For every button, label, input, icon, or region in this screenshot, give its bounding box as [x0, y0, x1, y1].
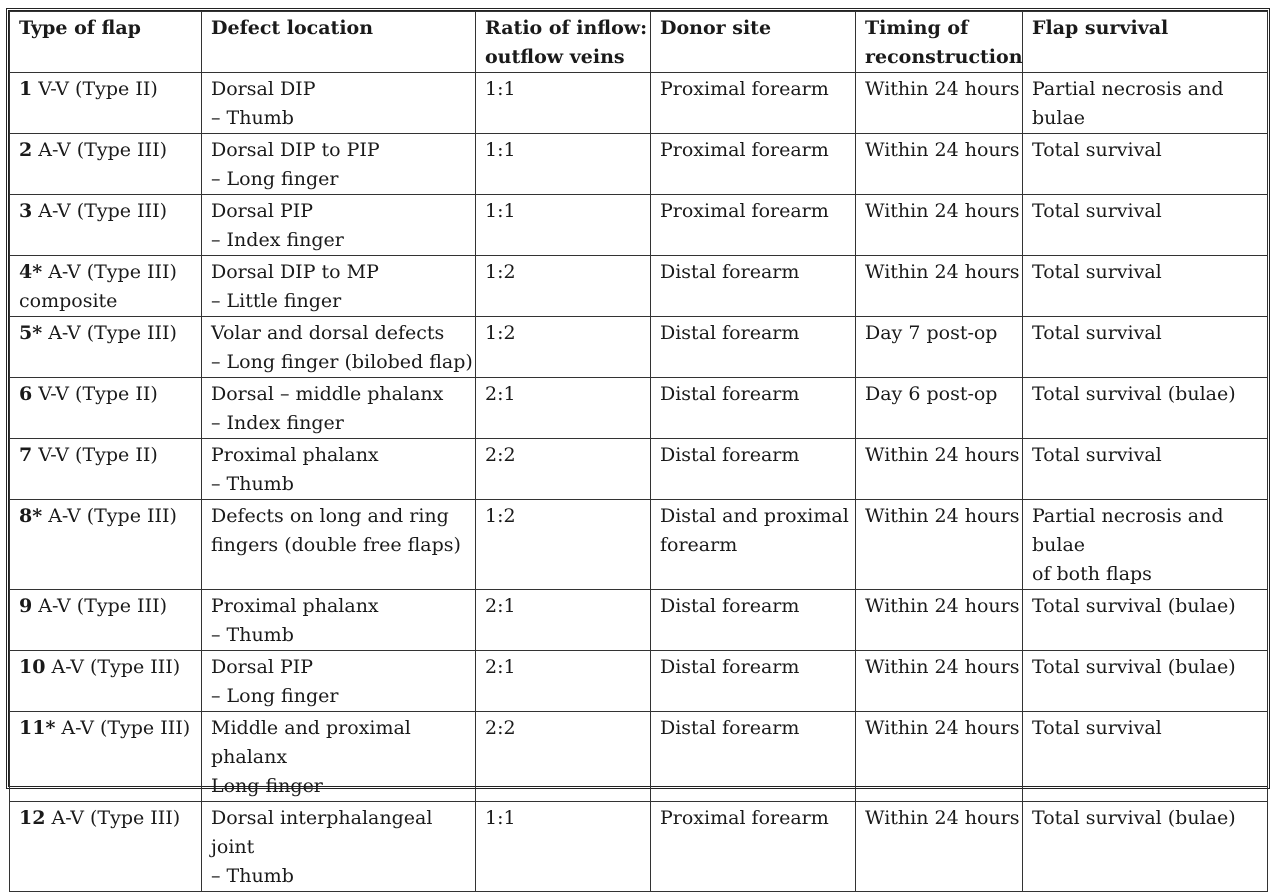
defect-line2: – Index finger — [211, 229, 344, 251]
flap-type: A-V (Type III) — [42, 322, 177, 344]
ratio-value: 1:2 — [485, 261, 516, 283]
ratio-value: 1:1 — [485, 200, 516, 222]
defect-line1: Dorsal DIP to PIP — [211, 139, 380, 161]
cell-donor — [651, 256, 856, 317]
ratio-value: 1:1 — [485, 78, 516, 100]
cell-timing — [856, 651, 1023, 712]
defect-line1: Volar and dorsal defects — [211, 322, 445, 344]
donor-line1: Distal forearm — [660, 444, 800, 466]
header-defect: Defect location — [202, 12, 476, 73]
donor-line1: Proximal forearm — [660, 78, 829, 100]
header-ratio — [476, 12, 651, 73]
donor-line1: Distal forearm — [660, 717, 800, 739]
survival-line1: Total survival — [1032, 717, 1162, 739]
flap-number: 3 — [19, 200, 33, 222]
cell-type — [10, 317, 202, 378]
survival-line1: Partial necrosis and bulae — [1032, 78, 1224, 129]
defect-line2: – Thumb — [211, 107, 294, 129]
cell-type — [10, 439, 202, 500]
cell-type — [10, 802, 202, 892]
survival-line1: Partial necrosis and bulae — [1032, 505, 1224, 556]
donor-line1: Distal forearm — [660, 322, 800, 344]
flap-number: 10 — [19, 656, 46, 678]
defect-line1: Middle and proximal phalanx — [211, 717, 411, 768]
defect-line1: Dorsal interphalangeal joint — [211, 807, 433, 858]
cell-survival — [1023, 378, 1268, 439]
cell-timing — [856, 712, 1023, 802]
defect-line1: Defects on long and ring — [211, 505, 449, 527]
cell-donor — [651, 317, 856, 378]
survival-line1: Total survival — [1032, 261, 1162, 283]
cell-timing — [856, 590, 1023, 651]
ratio-value: 2:1 — [485, 595, 516, 617]
survival-line1: Total survival — [1032, 139, 1162, 161]
cell-defect — [202, 590, 476, 651]
cell-type — [10, 378, 202, 439]
header-ratio-line2: outflow veins — [485, 46, 625, 68]
table-row — [10, 500, 1268, 590]
cell-donor — [651, 590, 856, 651]
timing-value: Within 24 hours — [865, 807, 1020, 829]
flap-number: 1 — [19, 78, 33, 100]
flap-type: A-V (Type III) — [42, 261, 177, 283]
cell-timing — [856, 195, 1023, 256]
flap-type: A-V (Type III) — [32, 200, 167, 222]
flap-type: A-V (Type III) — [32, 595, 167, 617]
flap-number: 8* — [19, 505, 43, 527]
cell-type — [10, 195, 202, 256]
ratio-value: 1:2 — [485, 505, 516, 527]
flap-table — [9, 11, 1268, 892]
defect-line1: Dorsal PIP — [211, 656, 314, 678]
cell-donor — [651, 73, 856, 134]
defect-line1: Dorsal DIP — [211, 78, 316, 100]
cell-timing — [856, 317, 1023, 378]
cell-survival — [1023, 712, 1268, 802]
flap-number: 12 — [19, 807, 46, 829]
flap-number: 2 — [19, 139, 33, 161]
cell-defect — [202, 712, 476, 802]
cell-defect — [202, 439, 476, 500]
defect-line1: Proximal phalanx — [211, 444, 379, 466]
header-row — [10, 12, 1268, 73]
timing-value: Day 7 post-op — [865, 322, 998, 344]
cell-ratio — [476, 500, 651, 590]
cell-ratio — [476, 651, 651, 712]
table-row — [10, 590, 1268, 651]
defect-line2: – Long finger (bilobed flap) — [211, 351, 473, 373]
donor-line1: Proximal forearm — [660, 807, 829, 829]
ratio-value: 1:1 — [485, 807, 516, 829]
cell-ratio — [476, 802, 651, 892]
cell-type — [10, 590, 202, 651]
cell-survival — [1023, 317, 1268, 378]
cell-donor — [651, 439, 856, 500]
table-row — [10, 256, 1268, 317]
cell-defect — [202, 500, 476, 590]
flap-number: 6 — [19, 383, 33, 405]
cell-donor — [651, 712, 856, 802]
defect-line1: Proximal phalanx — [211, 595, 379, 617]
survival-line1: Total survival — [1032, 322, 1162, 344]
cell-type — [10, 712, 202, 802]
cell-ratio — [476, 439, 651, 500]
cell-defect — [202, 256, 476, 317]
cell-timing — [856, 500, 1023, 590]
defect-line2: Long finger — [211, 775, 323, 797]
cell-ratio — [476, 590, 651, 651]
donor-line1: Distal and proximal — [660, 505, 849, 527]
defect-line1: Dorsal – middle phalanx — [211, 383, 444, 405]
cell-timing — [856, 378, 1023, 439]
table-row — [10, 317, 1268, 378]
timing-value: Within 24 hours — [865, 505, 1020, 527]
cell-timing — [856, 256, 1023, 317]
cell-ratio — [476, 378, 651, 439]
table-row — [10, 712, 1268, 802]
cell-survival — [1023, 134, 1268, 195]
flap-type: A-V (Type III) — [42, 505, 177, 527]
header-timing — [856, 12, 1023, 73]
donor-line1: Distal forearm — [660, 595, 800, 617]
cell-survival — [1023, 651, 1268, 712]
cell-timing — [856, 439, 1023, 500]
ratio-value: 2:1 — [485, 656, 516, 678]
timing-value: Within 24 hours — [865, 717, 1020, 739]
flap-type: A-V (Type III) — [45, 656, 181, 678]
defect-line2: – Index finger — [211, 412, 344, 434]
flap-number: 7 — [19, 444, 33, 466]
cell-ratio — [476, 256, 651, 317]
cell-donor — [651, 500, 856, 590]
donor-line1: Proximal forearm — [660, 200, 829, 222]
cell-type — [10, 651, 202, 712]
flap-type: A-V (Type III) — [45, 807, 181, 829]
donor-line1: Distal forearm — [660, 656, 800, 678]
timing-value: Within 24 hours — [865, 78, 1020, 100]
flap-type-extra: composite — [19, 290, 118, 312]
table-row — [10, 378, 1268, 439]
donor-line1: Proximal forearm — [660, 139, 829, 161]
table-row — [10, 134, 1268, 195]
cell-defect — [202, 134, 476, 195]
cell-timing — [856, 802, 1023, 892]
timing-value: Within 24 hours — [865, 595, 1020, 617]
timing-value: Within 24 hours — [865, 200, 1020, 222]
header-type: Type of flap — [10, 12, 202, 73]
survival-line1: Total survival — [1032, 200, 1162, 222]
ratio-value: 2:1 — [485, 383, 516, 405]
cell-defect — [202, 73, 476, 134]
table-row — [10, 651, 1268, 712]
timing-value: Within 24 hours — [865, 444, 1020, 466]
defect-line2: – Thumb — [211, 865, 294, 887]
cell-ratio — [476, 134, 651, 195]
cell-survival — [1023, 590, 1268, 651]
cell-survival — [1023, 195, 1268, 256]
donor-line1: Distal forearm — [660, 383, 800, 405]
defect-line2: fingers (double free flaps) — [211, 534, 461, 556]
cell-ratio — [476, 712, 651, 802]
cell-ratio — [476, 195, 651, 256]
defect-line2: – Long finger — [211, 685, 339, 707]
cell-type — [10, 134, 202, 195]
cell-donor — [651, 802, 856, 892]
cell-donor — [651, 134, 856, 195]
ratio-value: 2:2 — [485, 717, 516, 739]
timing-value: Within 24 hours — [865, 139, 1020, 161]
defect-line2: – Thumb — [211, 624, 294, 646]
survival-line2: of both flaps — [1032, 563, 1152, 585]
cell-donor — [651, 378, 856, 439]
timing-value: Day 6 post-op — [865, 383, 998, 405]
cell-survival — [1023, 802, 1268, 892]
cell-ratio — [476, 317, 651, 378]
cell-defect — [202, 378, 476, 439]
ratio-value: 1:1 — [485, 139, 516, 161]
ratio-value: 1:2 — [485, 322, 516, 344]
cell-defect — [202, 802, 476, 892]
defect-line1: Dorsal PIP — [211, 200, 314, 222]
table-row — [10, 439, 1268, 500]
flap-type: V-V (Type II) — [32, 78, 158, 100]
header-survival: Flap survival — [1023, 12, 1268, 73]
cell-survival — [1023, 73, 1268, 134]
flap-type: V-V (Type II) — [32, 444, 158, 466]
cell-survival — [1023, 500, 1268, 590]
flap-number: 9 — [19, 595, 33, 617]
ratio-value: 2:2 — [485, 444, 516, 466]
flap-type: A-V (Type III) — [32, 139, 167, 161]
cell-donor — [651, 651, 856, 712]
cell-donor — [651, 195, 856, 256]
flap-number: 5* — [19, 322, 43, 344]
survival-line1: Total survival (bulae) — [1032, 807, 1236, 829]
cell-type — [10, 500, 202, 590]
header-donor: Donor site — [651, 12, 856, 73]
table-row — [10, 802, 1268, 892]
survival-line1: Total survival (bulae) — [1032, 656, 1236, 678]
cell-ratio — [476, 73, 651, 134]
header-timing-line2: reconstruction — [865, 46, 1023, 68]
cell-survival — [1023, 439, 1268, 500]
cell-type — [10, 256, 202, 317]
timing-value: Within 24 hours — [865, 656, 1020, 678]
survival-line1: Total survival (bulae) — [1032, 383, 1236, 405]
defect-line2: – Long finger — [211, 168, 339, 190]
flap-type: V-V (Type II) — [32, 383, 158, 405]
defect-line2: – Little finger — [211, 290, 342, 312]
cell-defect — [202, 195, 476, 256]
table-row — [10, 195, 1268, 256]
survival-line1: Total survival — [1032, 444, 1162, 466]
defect-line1: Dorsal DIP to MP — [211, 261, 379, 283]
cell-timing — [856, 134, 1023, 195]
flap-number: 4* — [19, 261, 43, 283]
table-row — [10, 73, 1268, 134]
cell-defect — [202, 651, 476, 712]
donor-line1: Distal forearm — [660, 261, 800, 283]
cell-survival — [1023, 256, 1268, 317]
donor-line2: forearm — [660, 534, 738, 556]
survival-line1: Total survival (bulae) — [1032, 595, 1236, 617]
cell-defect — [202, 317, 476, 378]
defect-line2: – Thumb — [211, 473, 294, 495]
flap-number: 11* — [19, 717, 56, 739]
flap-type: A-V (Type III) — [55, 717, 191, 739]
header-timing-line1: Timing of — [865, 17, 969, 39]
timing-value: Within 24 hours — [865, 261, 1020, 283]
header-ratio-line1: Ratio of inflow: — [485, 17, 648, 39]
cell-timing — [856, 73, 1023, 134]
cell-type — [10, 73, 202, 134]
